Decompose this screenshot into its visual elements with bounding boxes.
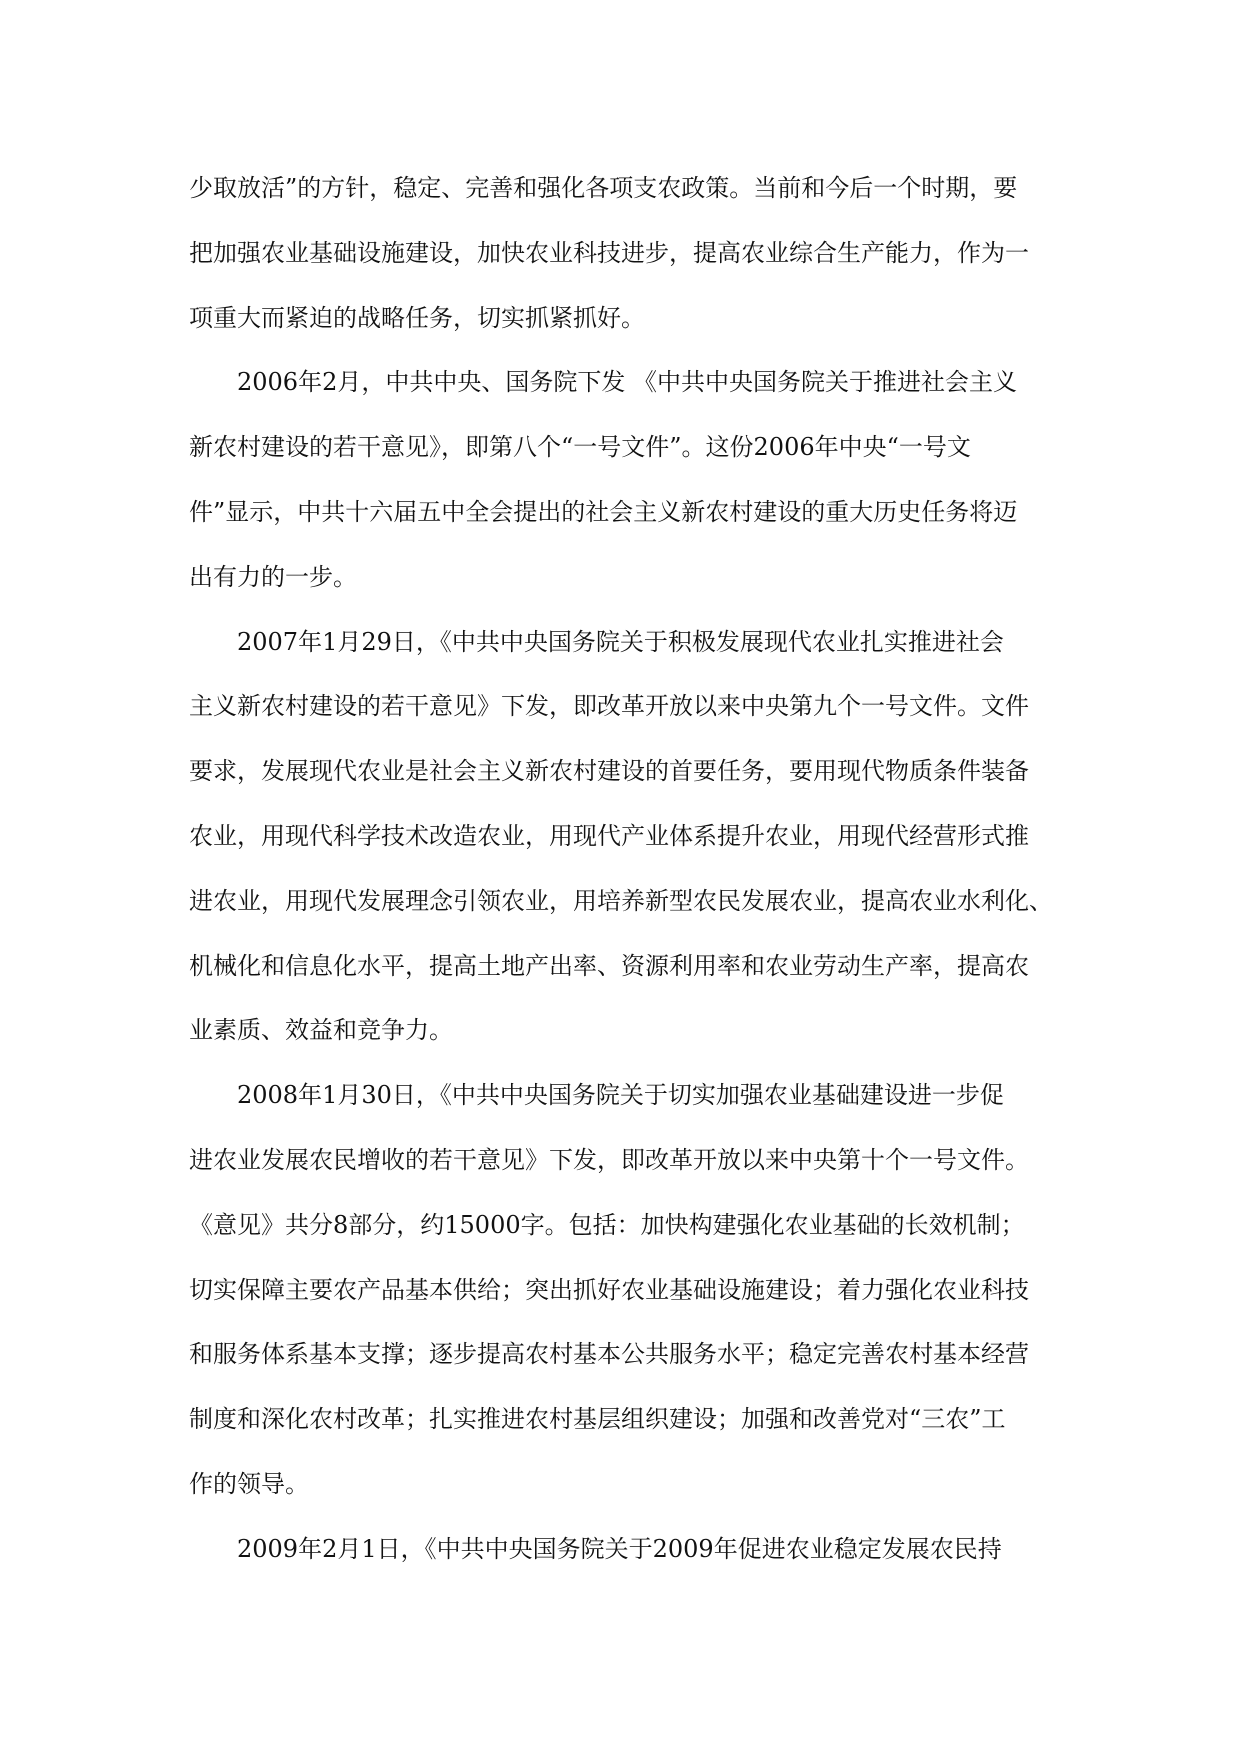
paragraph-start-line: 2008年1月30日，《中共中央国务院关于切实加强农业基础建设进一步促: [237, 1081, 1004, 1110]
text-line: 制度和深化农村改革；扎实推进农村基层组织建设；加强和改善党对“三农”工: [189, 1405, 1006, 1434]
text-line: 切实保障主要农产品基本供给；突出抓好农业基础设施建设；着力强化农业科技: [189, 1275, 1029, 1304]
text-line: 少取放活”的方针，稳定、完善和强化各项支农政策。当前和今后一个时期，要: [189, 174, 1018, 202]
text-line: 主义新农村建设的若干意见》下发，即改革开放以来中央第九个一号文件。文件: [189, 692, 1029, 721]
text-line: 项重大而紧迫的战略任务，切实抓紧抓好。: [189, 303, 645, 332]
text-line: 要求，发展现代农业是社会主义新农村建设的首要任务，要用现代物质条件装备: [189, 757, 1029, 786]
text-line: 和服务体系基本支撑；逐步提高农村基本公共服务水平；稳定完善农村基本经营: [189, 1340, 1029, 1369]
paragraph-start-line: 2007年1月29日，《中共中央国务院关于积极发展现代农业扎实推进社会: [237, 627, 1004, 656]
text-line: 作的领导。: [189, 1469, 309, 1498]
text-line: 件”显示，中共十六届五中全会提出的社会主义新农村建设的重大历史任务将迈: [189, 497, 1018, 526]
text-line: 业素质、效益和竞争力。: [189, 1016, 453, 1045]
paragraph-start-line: 2006年2月，中共中央、国务院下发 《中共中央国务院关于推进社会主义: [237, 368, 1017, 397]
text-line: 农业，用现代科学技术改造农业，用现代产业体系提升农业，用现代经营形式推: [189, 821, 1029, 850]
text-line: 机械化和信息化水平，提高土地产出率、资源利用率和农业劳动生产率，提高农: [189, 951, 1029, 980]
paragraph-start-line: 2009年2月1日，《中共中央国务院关于2009年促进农业稳定发展农民持: [237, 1534, 1002, 1563]
text-line: 新农村建设的若干意见》，即第八个“一号文件”。这份2006年中央“一号文: [189, 433, 971, 462]
text-line: 出有力的一步。: [189, 562, 357, 591]
document-body: [189, 156, 1055, 1582]
text-line: 《意见》共分8部分，约15000字。包括：加快构建强化农业基础的长效机制；: [189, 1210, 1025, 1239]
text-line: 进农业发展农民增收的若干意见》下发，即改革开放以来中央第十个一号文件。: [189, 1145, 1029, 1174]
text-line: 把加强农业基础设施建设，加快农业科技进步，提高农业综合生产能力，作为一: [189, 238, 1029, 267]
text-line: 进农业，用现代发展理念引领农业，用培养新型农民发展农业，提高农业水利化、: [189, 886, 1053, 915]
